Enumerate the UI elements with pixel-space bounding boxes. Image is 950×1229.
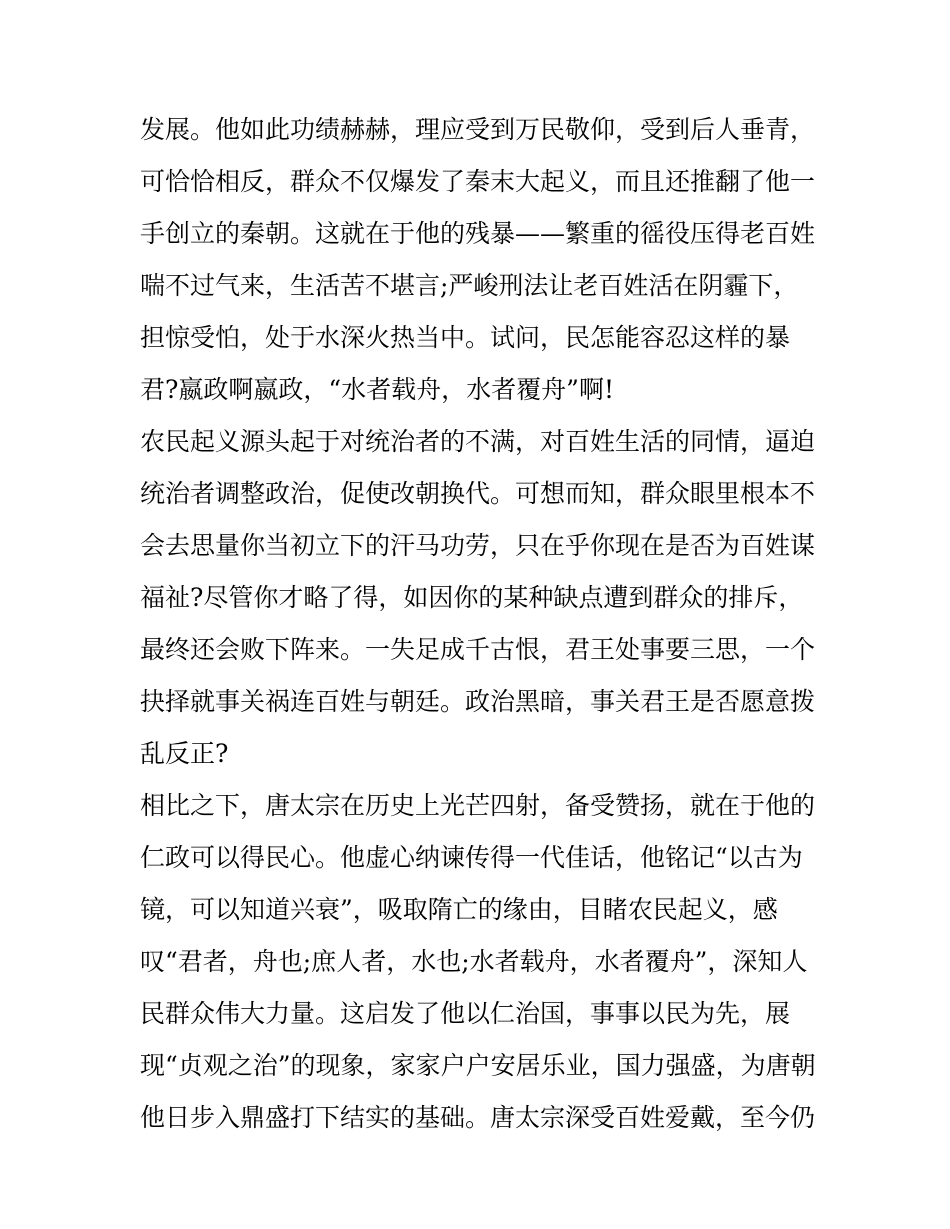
- body-text: [140, 104, 820, 1144]
- text-line: 最终还会败下阵来。一失足成千古恨，君王处事要三思，一个: [140, 635, 816, 664]
- text-line: 现“贞观之治”的现象，家家户户安居乐业，国力强盛，为唐朝: [140, 1051, 816, 1080]
- text-line: 福祉?尽管你才略了得，如因你的某种缺点遭到群众的排斥，: [140, 583, 804, 612]
- text-line: 统治者调整政治，促使改朝换代。可想而知，群众眼里根本不: [140, 479, 816, 508]
- text-line: 乱反正?: [140, 739, 229, 768]
- text-line: 喘不过气来，生活苦不堪言;严峻刑法让老百姓活在阴霾下，: [140, 271, 799, 300]
- text-line: 农民起义源头起于对统治者的不满，对百姓生活的同情，逼迫: [140, 427, 816, 456]
- text-line: 君?嬴政啊嬴政，“水者载舟，水者覆舟”啊!: [140, 375, 615, 404]
- text-line: 相比之下，唐太宗在历史上光芒四射，备受赞扬，就在于他的: [140, 791, 816, 820]
- text-line: 抉择就事关祸连百姓与朝廷。政治黑暗，事关君王是否愿意拨: [140, 687, 816, 716]
- text-line: 仁政可以得民心。他虚心纳谏传得一代佳话，他铭记“以古为: [140, 843, 803, 872]
- text-line: 叹“君者，舟也;庶人者，水也;水者载舟，水者覆舟”，深知人: [140, 947, 808, 976]
- text-line: 会去思量你当初立下的汗马功劳，只在乎你现在是否为百姓谋: [140, 531, 816, 560]
- text-line: 担惊受怕，处于水深火热当中。试问，民怎能容忍这样的暴: [140, 323, 791, 352]
- text-line: 他日步入鼎盛打下结实的基础。唐太宗深受百姓爱戴，至今仍: [140, 1103, 816, 1132]
- text-line: 发展。他如此功绩赫赫，理应受到万民敬仰，受到后人垂青，: [140, 115, 816, 144]
- text-line: 民群众伟大力量。这启发了他以仁治国，事事以民为先，展: [140, 999, 791, 1028]
- text-line: 镜，可以知道兴衰”，吸取隋亡的缘由，目睹农民起义，感: [140, 895, 778, 924]
- text-line: 手创立的秦朝。这就在于他的残暴——繁重的徭役压得老百姓: [140, 219, 816, 248]
- text-line: 可恰恰相反，群众不仅爆发了秦末大起义，而且还推翻了他一: [140, 167, 816, 196]
